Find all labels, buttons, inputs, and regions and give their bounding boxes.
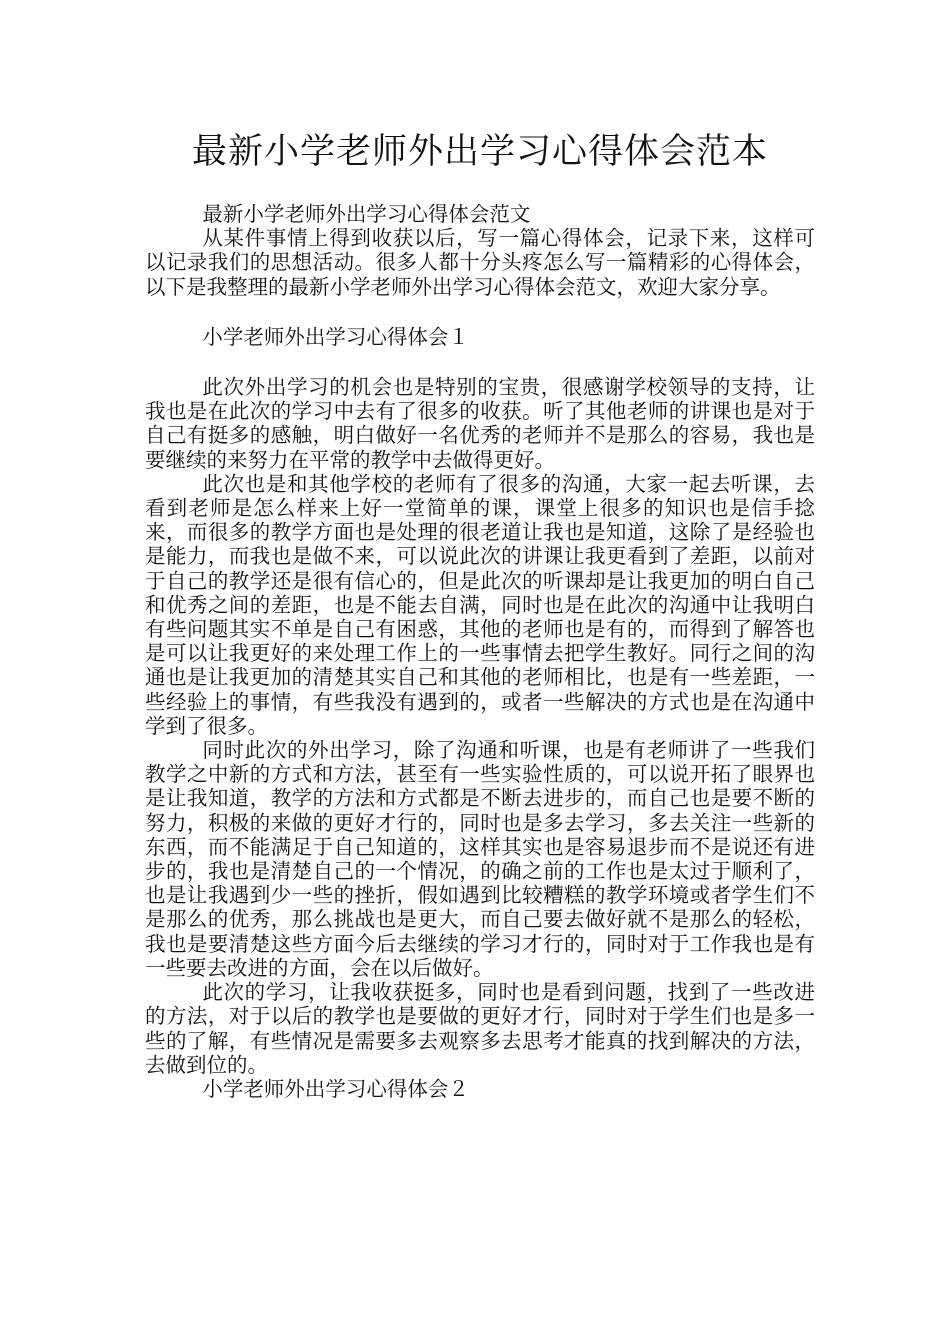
section-heading-1: 小学老师外出学习心得体会１ — [202, 324, 469, 349]
body-paragraph-2: 此次也是和其他学校的老师有了很多的沟通，大家一起去听课，去看到老师是怎么样来上好一堂简单的课，课堂上很多的知识也是信手捻来，而很多的教学方面也是处理的很老道让我也是知道，这除了是经验也是能力，而我也是做不来，可以说此次的讲课让我更看到了差距，以前对于自己的教学还是很有信心的，但是此次的听课却是让我更加的明白自己和优秀之间的差距，也是不能去自满，同时也是在此次的沟通中让我明白有些问题其实不单是自己有困惑，其他的老师也是有的，而得到了解答也是可以让我更好的来处理工作上的一些事情去把学生教好。同行之间的沟通也是让我更加的清楚其实自己和其他的老师相比，也是有一些差距，一些经验上的事情，有些我没有遇到的，或者一些解决的方式也是在沟通中学到了很多。 — [145, 471, 815, 738]
document-subtitle: 最新小学老师外出学习心得体会范文 — [202, 202, 531, 226]
document-page — [145, 120, 815, 1101]
body-paragraph-1: 此次外出学习的机会也是特别的宝贵，很感谢学校领导的支持，让我也是在此次的学习中去有了很多的收获。听了其他老师的讲课也是对于自己有挺多的感触，明白做好一名优秀的老师并不是那么的容易，我也是要继续的来努力在平常的教学中去做得更好。 — [145, 375, 815, 472]
body-paragraph-4: 此次的学习，让我收获挺多，同时也是看到问题，找到了一些改进的方法，对于以后的教学也是要做的更好才行，同时对于学生们也是多一些的了解，有些情况是需要多去观察多去思考才能真的找到解决的方法，去做到位的。 — [145, 980, 815, 1077]
intro-paragraph: 从某件事情上得到收获以后，写一篇心得体会，记录下来，这样可以记录我们的思想活动。很多人都十分头疼怎么写一篇精彩的心得体会，以下是我整理的最新小学老师外出学习心得体会范文，欢迎大家分享。 — [145, 226, 815, 299]
document-title: 最新小学老师外出学习心得体会范本 — [191, 132, 768, 172]
section-heading-2: 小学老师外出学习心得体会２ — [202, 1076, 469, 1101]
body-paragraph-3: 同时此次的外出学习，除了沟通和听课，也是有老师讲了一些我们教学之中新的方式和方法，甚至有一些实验性质的，可以说开拓了眼界也是让我知道，教学的方法和方式都是不断去进步的，而自己也是要不断的努力，积极的来做的更好才行的，同时也是多去学习，多去关注一些新的东西，而不能满足于自己知道的，这样其实也是容易退步而不是说还有进步的，我也是清楚自己的一个情况，的确之前的工作也是太过于顺利了，也是让我遇到少一些的挫折，假如遇到比较糟糕的教学环境或者学生们不是那么的优秀，那么挑战也是更大，而自己要去做好就不是那么的轻松，我也是要清楚这些方面今后去继续的学习才行的，同时对于工作我也是有一些要去改进的方面，会在以后做好。 — [145, 738, 815, 980]
